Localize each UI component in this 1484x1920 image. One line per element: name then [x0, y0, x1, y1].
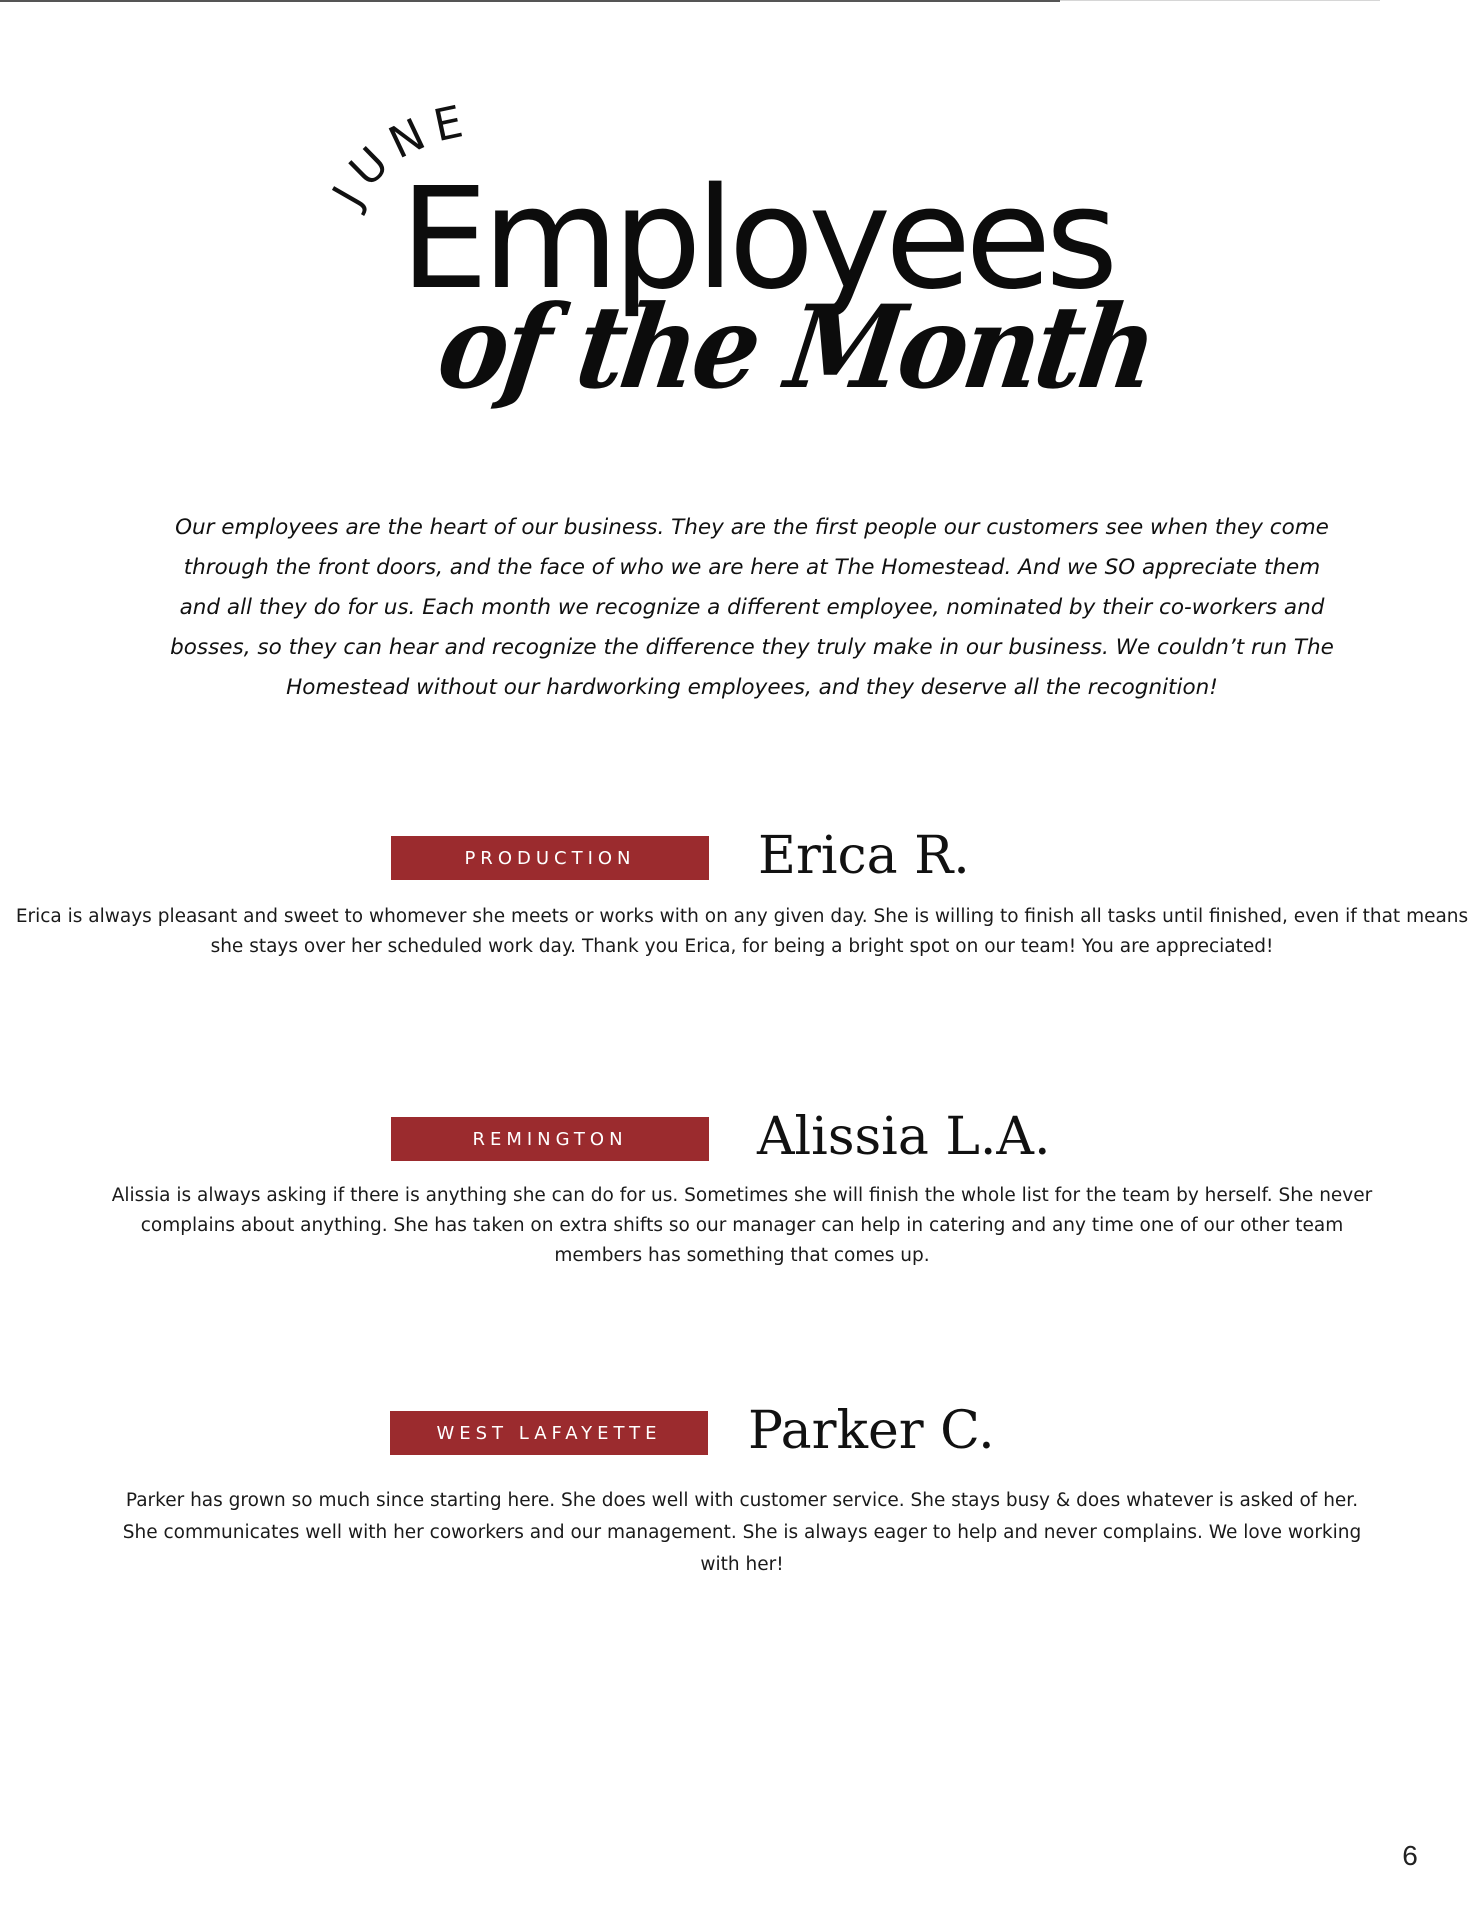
department-badge: PRODUCTION: [391, 836, 709, 880]
employee-description: Parker has grown so much since starting here. She does well with customer service. She stays busy & does whatever is asked of her. She communicates well with her coworkers and our management. She is always eager to help and never complains. We love working with her!: [122, 1490, 1362, 1575]
top-border-line-faint: [1060, 0, 1380, 1]
page-title: Employees: [400, 158, 1113, 321]
page-subtitle-script: of the Month: [430, 279, 1162, 415]
employee-name: Alissia L.A.: [757, 1107, 1051, 1167]
employee-name: Parker C.: [748, 1401, 995, 1461]
page-number: 6: [1402, 1840, 1418, 1871]
employee-description: Alissia is always asking if there is anything she can do for us. Sometimes she will finish the whole list for the team by herself. She never complains about anything. She has taken on extra shifts so our manager can help in catering and any time one of our other team members has something that comes up.: [111, 1185, 1373, 1266]
intro-paragraph: Our employees are the heart of our business. They are the first people our customers see when they come through the front doors, and the face of who we are here at The Homestead. And we SO appreciate them and all they do for us. Each month we recognize a different employee, nominated by their co-workers and bosses, so they can hear and recognize the difference they truly make in our business. We couldn’t run The Homestead without our hardworking employees, and they deserve all the recognition!: [170, 515, 1334, 700]
department-badge: REMINGTON: [391, 1117, 709, 1161]
employee-name: Erica R.: [758, 826, 970, 886]
month-label-text: JUNE: [322, 94, 477, 216]
employee-description: Erica is always pleasant and sweet to whomever she meets or works with on any given day. She is willing to finish all tasks until finished, even if that means she stays over her scheduled work day. Thank you Erica, for being a bright spot on our team! You are appreciated!: [15, 906, 1469, 957]
department-badge: WEST LAFAYETTE: [390, 1411, 708, 1455]
top-border-line: [0, 0, 1060, 2]
